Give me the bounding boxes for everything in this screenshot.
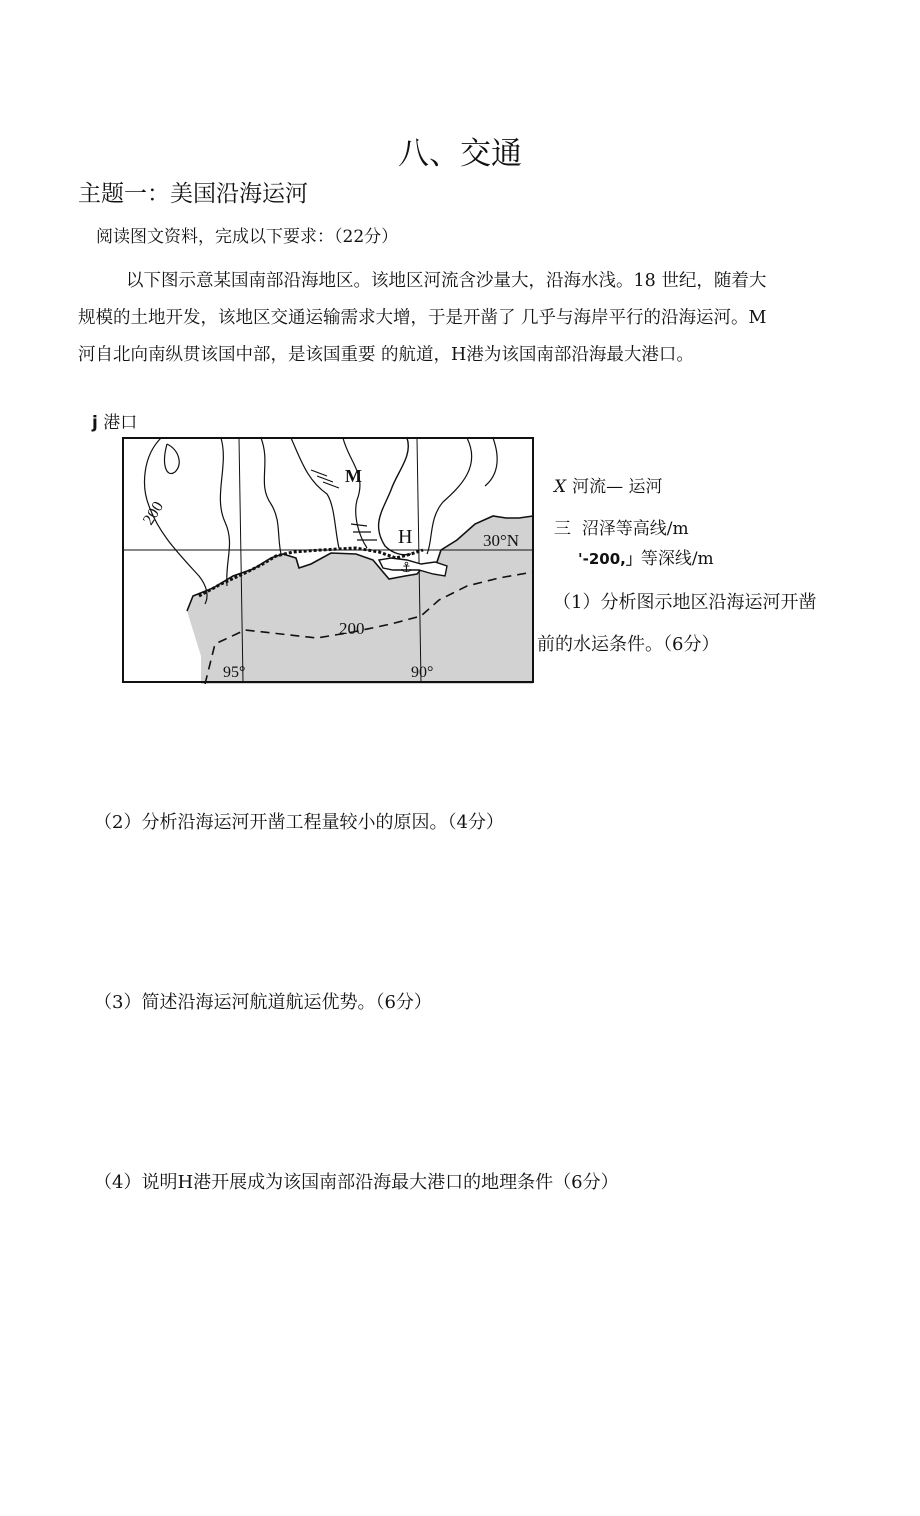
river-symbol: X: [554, 477, 567, 497]
contour-loop: [165, 444, 180, 474]
river-3: [291, 438, 339, 548]
page-title: 八、交通: [398, 136, 522, 172]
theme-heading: 主题一：美国沿海运河: [78, 181, 308, 207]
legend-marsh-contour: [554, 514, 689, 539]
question-3: （3）简述沿海运河航道航运优势。（6分）: [94, 992, 432, 1013]
paragraph-line-3: 河自北向南纵贯该国中部，是该国重要 的航道，H港为该国南部沿海最大港口。: [78, 345, 694, 365]
question-4: （4）说明H港开展成为该国南部沿海最大港口的地理条件（6分）: [94, 1172, 619, 1193]
paragraph-line-1: 以下图示意某国南部沿海地区。该地区河流含沙量大，沿海水浅。18 世纪，随着大: [126, 271, 767, 291]
instructions: 阅读图文资料，完成以下要求：（22分）: [96, 227, 399, 247]
label-30n: 30°N: [483, 531, 520, 550]
anchor-icon: ⚓: [400, 560, 413, 576]
harbor-symbol: j: [92, 413, 98, 433]
isobath-label: 等深线/m: [640, 549, 714, 569]
label-200-land: 200: [139, 498, 168, 529]
marsh-symbol: 三: [554, 519, 571, 539]
marsh-label: 沼泽等高线/m: [581, 519, 689, 539]
paragraph-line-2: 规模的土地开发，该地区交通运输需求大增，于是开凿了 几乎与海岸平行的沿海运河。M: [78, 308, 767, 328]
question-2: （2）分析沿海运河开凿工程量较小的原因。（4分）: [94, 812, 504, 833]
question-1-line-2: 前的水运条件。（6分）: [537, 634, 720, 655]
material-paragraph: [78, 263, 848, 374]
isobath-symbol: '-200,」: [578, 550, 641, 568]
river-1: [220, 438, 229, 586]
river-2: [261, 438, 281, 554]
label-200-sea: 200: [339, 619, 365, 638]
label-95: 95°: [223, 664, 246, 681]
legend-river-canal: [554, 472, 663, 497]
region-map: [121, 436, 535, 684]
marsh-symbols: [311, 470, 377, 540]
legend-harbor: [92, 408, 137, 433]
river-6: [485, 438, 497, 486]
harbor-label: 港口: [103, 413, 138, 433]
river-canal-label: 河流— 运河: [572, 477, 663, 497]
question-1-line-1: （1）分析图示地区沿海运河开凿: [553, 592, 817, 613]
legend-isobath: [578, 544, 714, 569]
label-h: H: [398, 526, 413, 548]
sea-area: [187, 516, 533, 684]
label-90: 90°: [411, 664, 434, 681]
label-m: M: [345, 466, 362, 486]
